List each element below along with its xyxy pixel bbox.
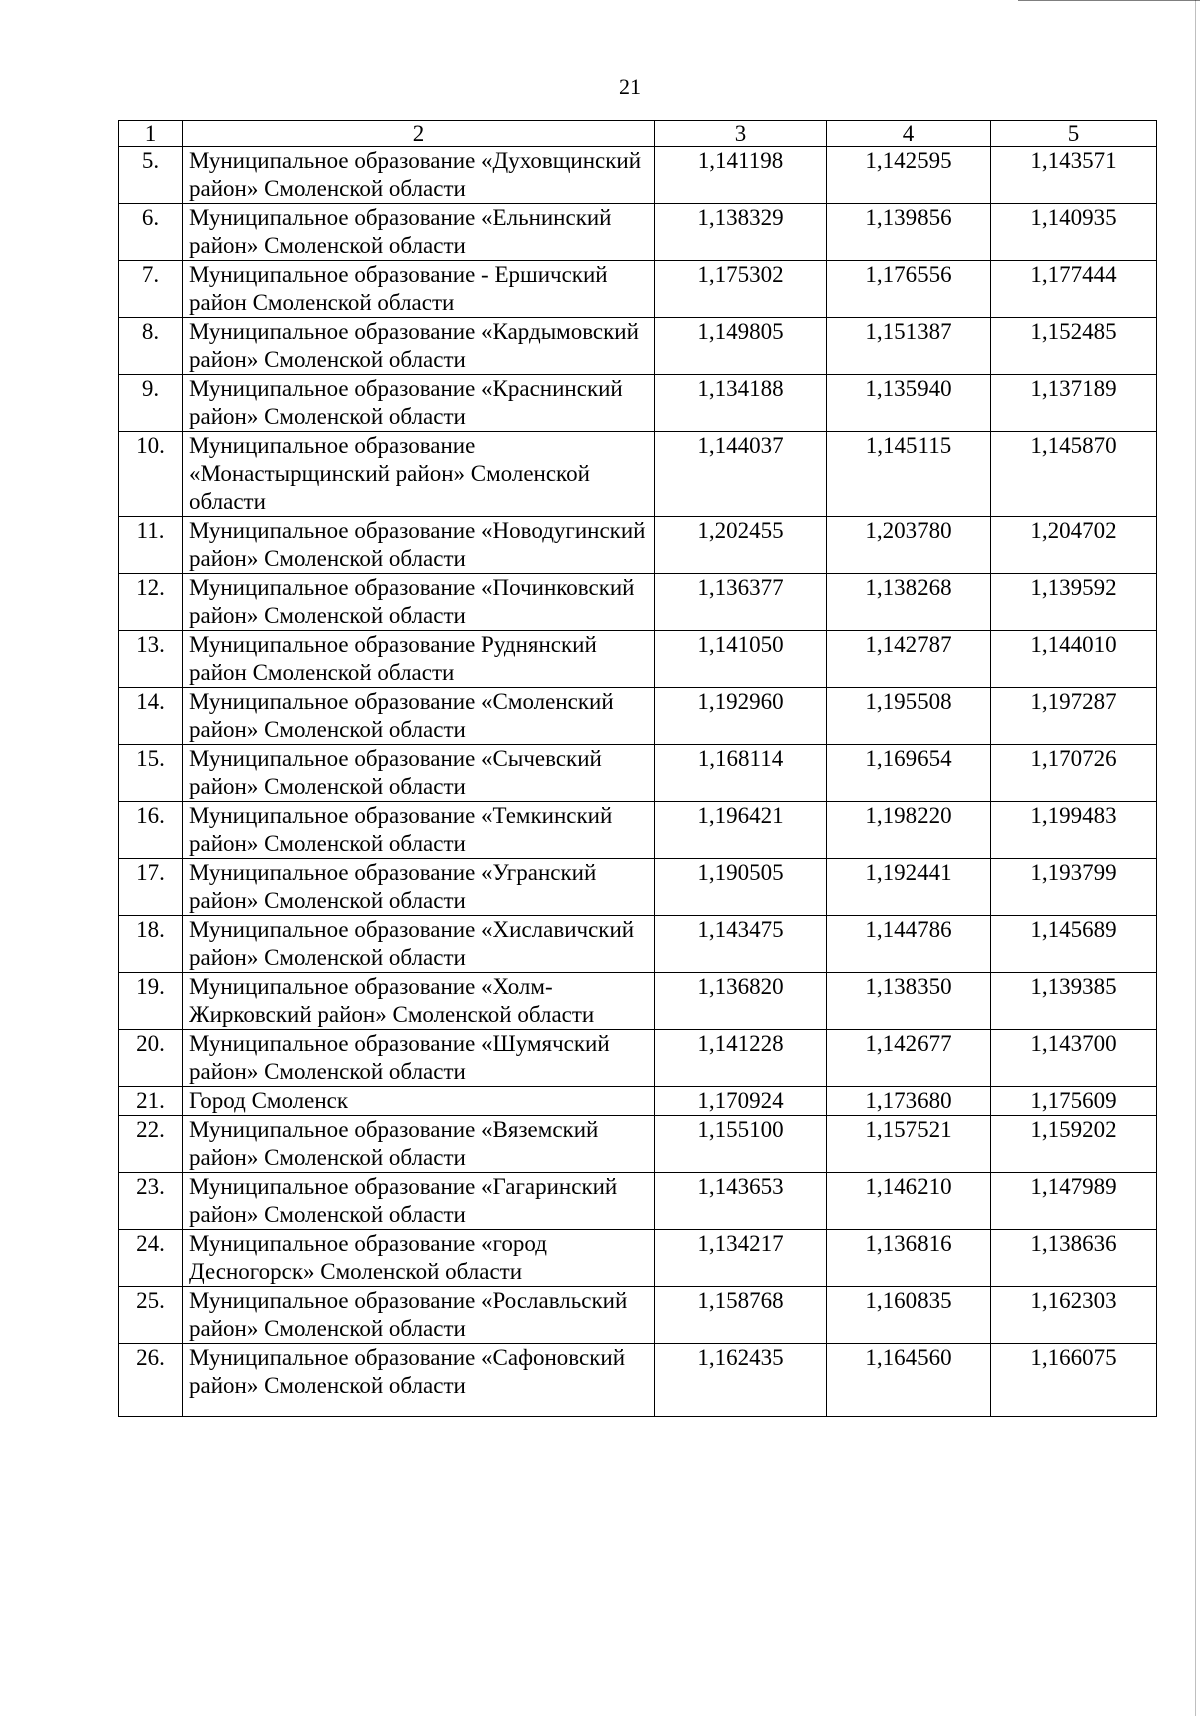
row-number: 5. xyxy=(119,147,183,204)
table-row xyxy=(119,1344,1157,1417)
value-col-3: 1,168114 xyxy=(655,745,827,802)
value-col-3: 1,149805 xyxy=(655,318,827,375)
municipality-name: Муниципальное образование «Сычевский район» Смоленской области xyxy=(183,745,655,802)
municipality-name: Муниципальное образование «Починковский район» Смоленской области xyxy=(183,574,655,631)
column-header: 3 xyxy=(655,121,827,147)
value-col-3: 1,141050 xyxy=(655,631,827,688)
value-col-5: 1,139592 xyxy=(991,574,1157,631)
row-number: 15. xyxy=(119,745,183,802)
value-col-3: 1,196421 xyxy=(655,802,827,859)
table-row xyxy=(119,1030,1157,1087)
value-col-4: 1,142787 xyxy=(827,631,991,688)
municipality-name: Муниципальное образование «Вяземский район» Смоленской области xyxy=(183,1116,655,1173)
value-col-4: 1,145115 xyxy=(827,432,991,517)
value-col-3: 1,175302 xyxy=(655,261,827,318)
value-col-5: 1,204702 xyxy=(991,517,1157,574)
row-number: 19. xyxy=(119,973,183,1030)
row-number: 24. xyxy=(119,1230,183,1287)
value-col-4: 1,173680 xyxy=(827,1087,991,1116)
municipality-name: Муниципальное образование «Гагаринский район» Смоленской области xyxy=(183,1173,655,1230)
table-row xyxy=(119,1173,1157,1230)
municipality-name: Муниципальное образование «Хиславичский район» Смоленской области xyxy=(183,916,655,973)
table-row xyxy=(119,432,1157,517)
value-col-5: 1,144010 xyxy=(991,631,1157,688)
municipality-name: Муниципальное образование «город Десногорск» Смоленской области xyxy=(183,1230,655,1287)
table-row xyxy=(119,517,1157,574)
table-row xyxy=(119,318,1157,375)
value-col-5: 1,143700 xyxy=(991,1030,1157,1087)
row-number: 11. xyxy=(119,517,183,574)
value-col-4: 1,176556 xyxy=(827,261,991,318)
value-col-3: 1,170924 xyxy=(655,1087,827,1116)
row-number: 22. xyxy=(119,1116,183,1173)
value-col-4: 1,138350 xyxy=(827,973,991,1030)
value-col-4: 1,142677 xyxy=(827,1030,991,1087)
value-col-5: 1,140935 xyxy=(991,204,1157,261)
municipality-name: Город Смоленск xyxy=(183,1087,655,1116)
row-number: 18. xyxy=(119,916,183,973)
municipality-name: Муниципальное образование «Сафоновский район» Смоленской области xyxy=(183,1344,655,1417)
value-col-4: 1,142595 xyxy=(827,147,991,204)
value-col-3: 1,143653 xyxy=(655,1173,827,1230)
value-col-4: 1,144786 xyxy=(827,916,991,973)
value-col-5: 1,199483 xyxy=(991,802,1157,859)
value-col-4: 1,139856 xyxy=(827,204,991,261)
row-number: 10. xyxy=(119,432,183,517)
value-col-3: 1,202455 xyxy=(655,517,827,574)
value-col-3: 1,143475 xyxy=(655,916,827,973)
municipality-name: Муниципальное образование - Ершичский район Смоленской области xyxy=(183,261,655,318)
value-col-3: 1,134188 xyxy=(655,375,827,432)
value-col-5: 1,162303 xyxy=(991,1287,1157,1344)
table-row xyxy=(119,802,1157,859)
value-col-5: 1,145870 xyxy=(991,432,1157,517)
table-row xyxy=(119,204,1157,261)
municipality-name: Муниципальное образование Руднянский район Смоленской области xyxy=(183,631,655,688)
row-number: 25. xyxy=(119,1287,183,1344)
value-col-4: 1,160835 xyxy=(827,1287,991,1344)
table-row xyxy=(119,1087,1157,1116)
value-col-4: 1,195508 xyxy=(827,688,991,745)
value-col-5: 1,145689 xyxy=(991,916,1157,973)
row-number: 9. xyxy=(119,375,183,432)
coefficients-table xyxy=(118,120,1157,1417)
table-row xyxy=(119,688,1157,745)
table-body xyxy=(119,147,1157,1417)
value-col-4: 1,136816 xyxy=(827,1230,991,1287)
value-col-5: 1,137189 xyxy=(991,375,1157,432)
municipality-name: Муниципальное образование «Угранский район» Смоленской области xyxy=(183,859,655,916)
row-number: 20. xyxy=(119,1030,183,1087)
value-col-4: 1,203780 xyxy=(827,517,991,574)
row-number: 6. xyxy=(119,204,183,261)
municipality-name: Муниципальное образование «Рославльский район» Смоленской области xyxy=(183,1287,655,1344)
value-col-3: 1,144037 xyxy=(655,432,827,517)
row-number: 17. xyxy=(119,859,183,916)
value-col-3: 1,138329 xyxy=(655,204,827,261)
value-col-5: 1,193799 xyxy=(991,859,1157,916)
value-col-4: 1,192441 xyxy=(827,859,991,916)
value-col-5: 1,197287 xyxy=(991,688,1157,745)
column-header: 4 xyxy=(827,121,991,147)
scan-mark-right xyxy=(1195,0,1196,1716)
table-row xyxy=(119,261,1157,318)
row-number: 8. xyxy=(119,318,183,375)
page-number: 21 xyxy=(619,74,641,99)
value-col-3: 1,141228 xyxy=(655,1030,827,1087)
row-number: 26. xyxy=(119,1344,183,1417)
table-header-row xyxy=(119,121,1157,147)
municipality-name: Муниципальное образование «Смоленский район» Смоленской области xyxy=(183,688,655,745)
municipality-name: Муниципальное образование «Ельнинский район» Смоленской области xyxy=(183,204,655,261)
municipality-name: Муниципальное образование «Краснинский район» Смоленской области xyxy=(183,375,655,432)
value-col-4: 1,169654 xyxy=(827,745,991,802)
municipality-name: Муниципальное образование «Кардымовский район» Смоленской области xyxy=(183,318,655,375)
value-col-4: 1,157521 xyxy=(827,1116,991,1173)
value-col-4: 1,146210 xyxy=(827,1173,991,1230)
value-col-4: 1,135940 xyxy=(827,375,991,432)
value-col-3: 1,192960 xyxy=(655,688,827,745)
value-col-5: 1,159202 xyxy=(991,1116,1157,1173)
table-row xyxy=(119,1287,1157,1344)
value-col-5: 1,175609 xyxy=(991,1087,1157,1116)
value-col-3: 1,136377 xyxy=(655,574,827,631)
row-number: 12. xyxy=(119,574,183,631)
value-col-4: 1,198220 xyxy=(827,802,991,859)
table-row xyxy=(119,147,1157,204)
value-col-5: 1,143571 xyxy=(991,147,1157,204)
table-row xyxy=(119,574,1157,631)
row-number: 16. xyxy=(119,802,183,859)
value-col-4: 1,138268 xyxy=(827,574,991,631)
row-number: 13. xyxy=(119,631,183,688)
column-header: 5 xyxy=(991,121,1157,147)
value-col-5: 1,147989 xyxy=(991,1173,1157,1230)
value-col-5: 1,152485 xyxy=(991,318,1157,375)
municipality-name: Муниципальное образование «Темкинский район» Смоленской области xyxy=(183,802,655,859)
table-row xyxy=(119,1116,1157,1173)
column-header: 2 xyxy=(183,121,655,147)
municipality-name: Муниципальное образование «Холм-Жирковский район» Смоленской области xyxy=(183,973,655,1030)
table-row xyxy=(119,375,1157,432)
value-col-3: 1,141198 xyxy=(655,147,827,204)
table-row xyxy=(119,631,1157,688)
value-col-4: 1,164560 xyxy=(827,1344,991,1417)
value-col-5: 1,139385 xyxy=(991,973,1157,1030)
value-col-3: 1,158768 xyxy=(655,1287,827,1344)
scan-mark-top xyxy=(1018,0,1200,1)
value-col-3: 1,162435 xyxy=(655,1344,827,1417)
table-row xyxy=(119,1230,1157,1287)
value-col-5: 1,166075 xyxy=(991,1344,1157,1417)
value-col-3: 1,155100 xyxy=(655,1116,827,1173)
row-number: 14. xyxy=(119,688,183,745)
value-col-4: 1,151387 xyxy=(827,318,991,375)
row-number: 21. xyxy=(119,1087,183,1116)
table-row xyxy=(119,973,1157,1030)
municipality-name: Муниципальное образование «Духовщинский район» Смоленской области xyxy=(183,147,655,204)
table-row xyxy=(119,859,1157,916)
column-header: 1 xyxy=(119,121,183,147)
value-col-3: 1,190505 xyxy=(655,859,827,916)
table-row xyxy=(119,745,1157,802)
value-col-3: 1,136820 xyxy=(655,973,827,1030)
table-row xyxy=(119,916,1157,973)
value-col-5: 1,138636 xyxy=(991,1230,1157,1287)
value-col-3: 1,134217 xyxy=(655,1230,827,1287)
value-col-5: 1,170726 xyxy=(991,745,1157,802)
municipality-name: Муниципальное образование «Шумячский район» Смоленской области xyxy=(183,1030,655,1087)
row-number: 23. xyxy=(119,1173,183,1230)
municipality-name: Муниципальное образование «Новодугинский район» Смоленской области xyxy=(183,517,655,574)
municipality-name: Муниципальное образование «Монастырщинский район» Смоленской области xyxy=(183,432,655,517)
row-number: 7. xyxy=(119,261,183,318)
value-col-5: 1,177444 xyxy=(991,261,1157,318)
